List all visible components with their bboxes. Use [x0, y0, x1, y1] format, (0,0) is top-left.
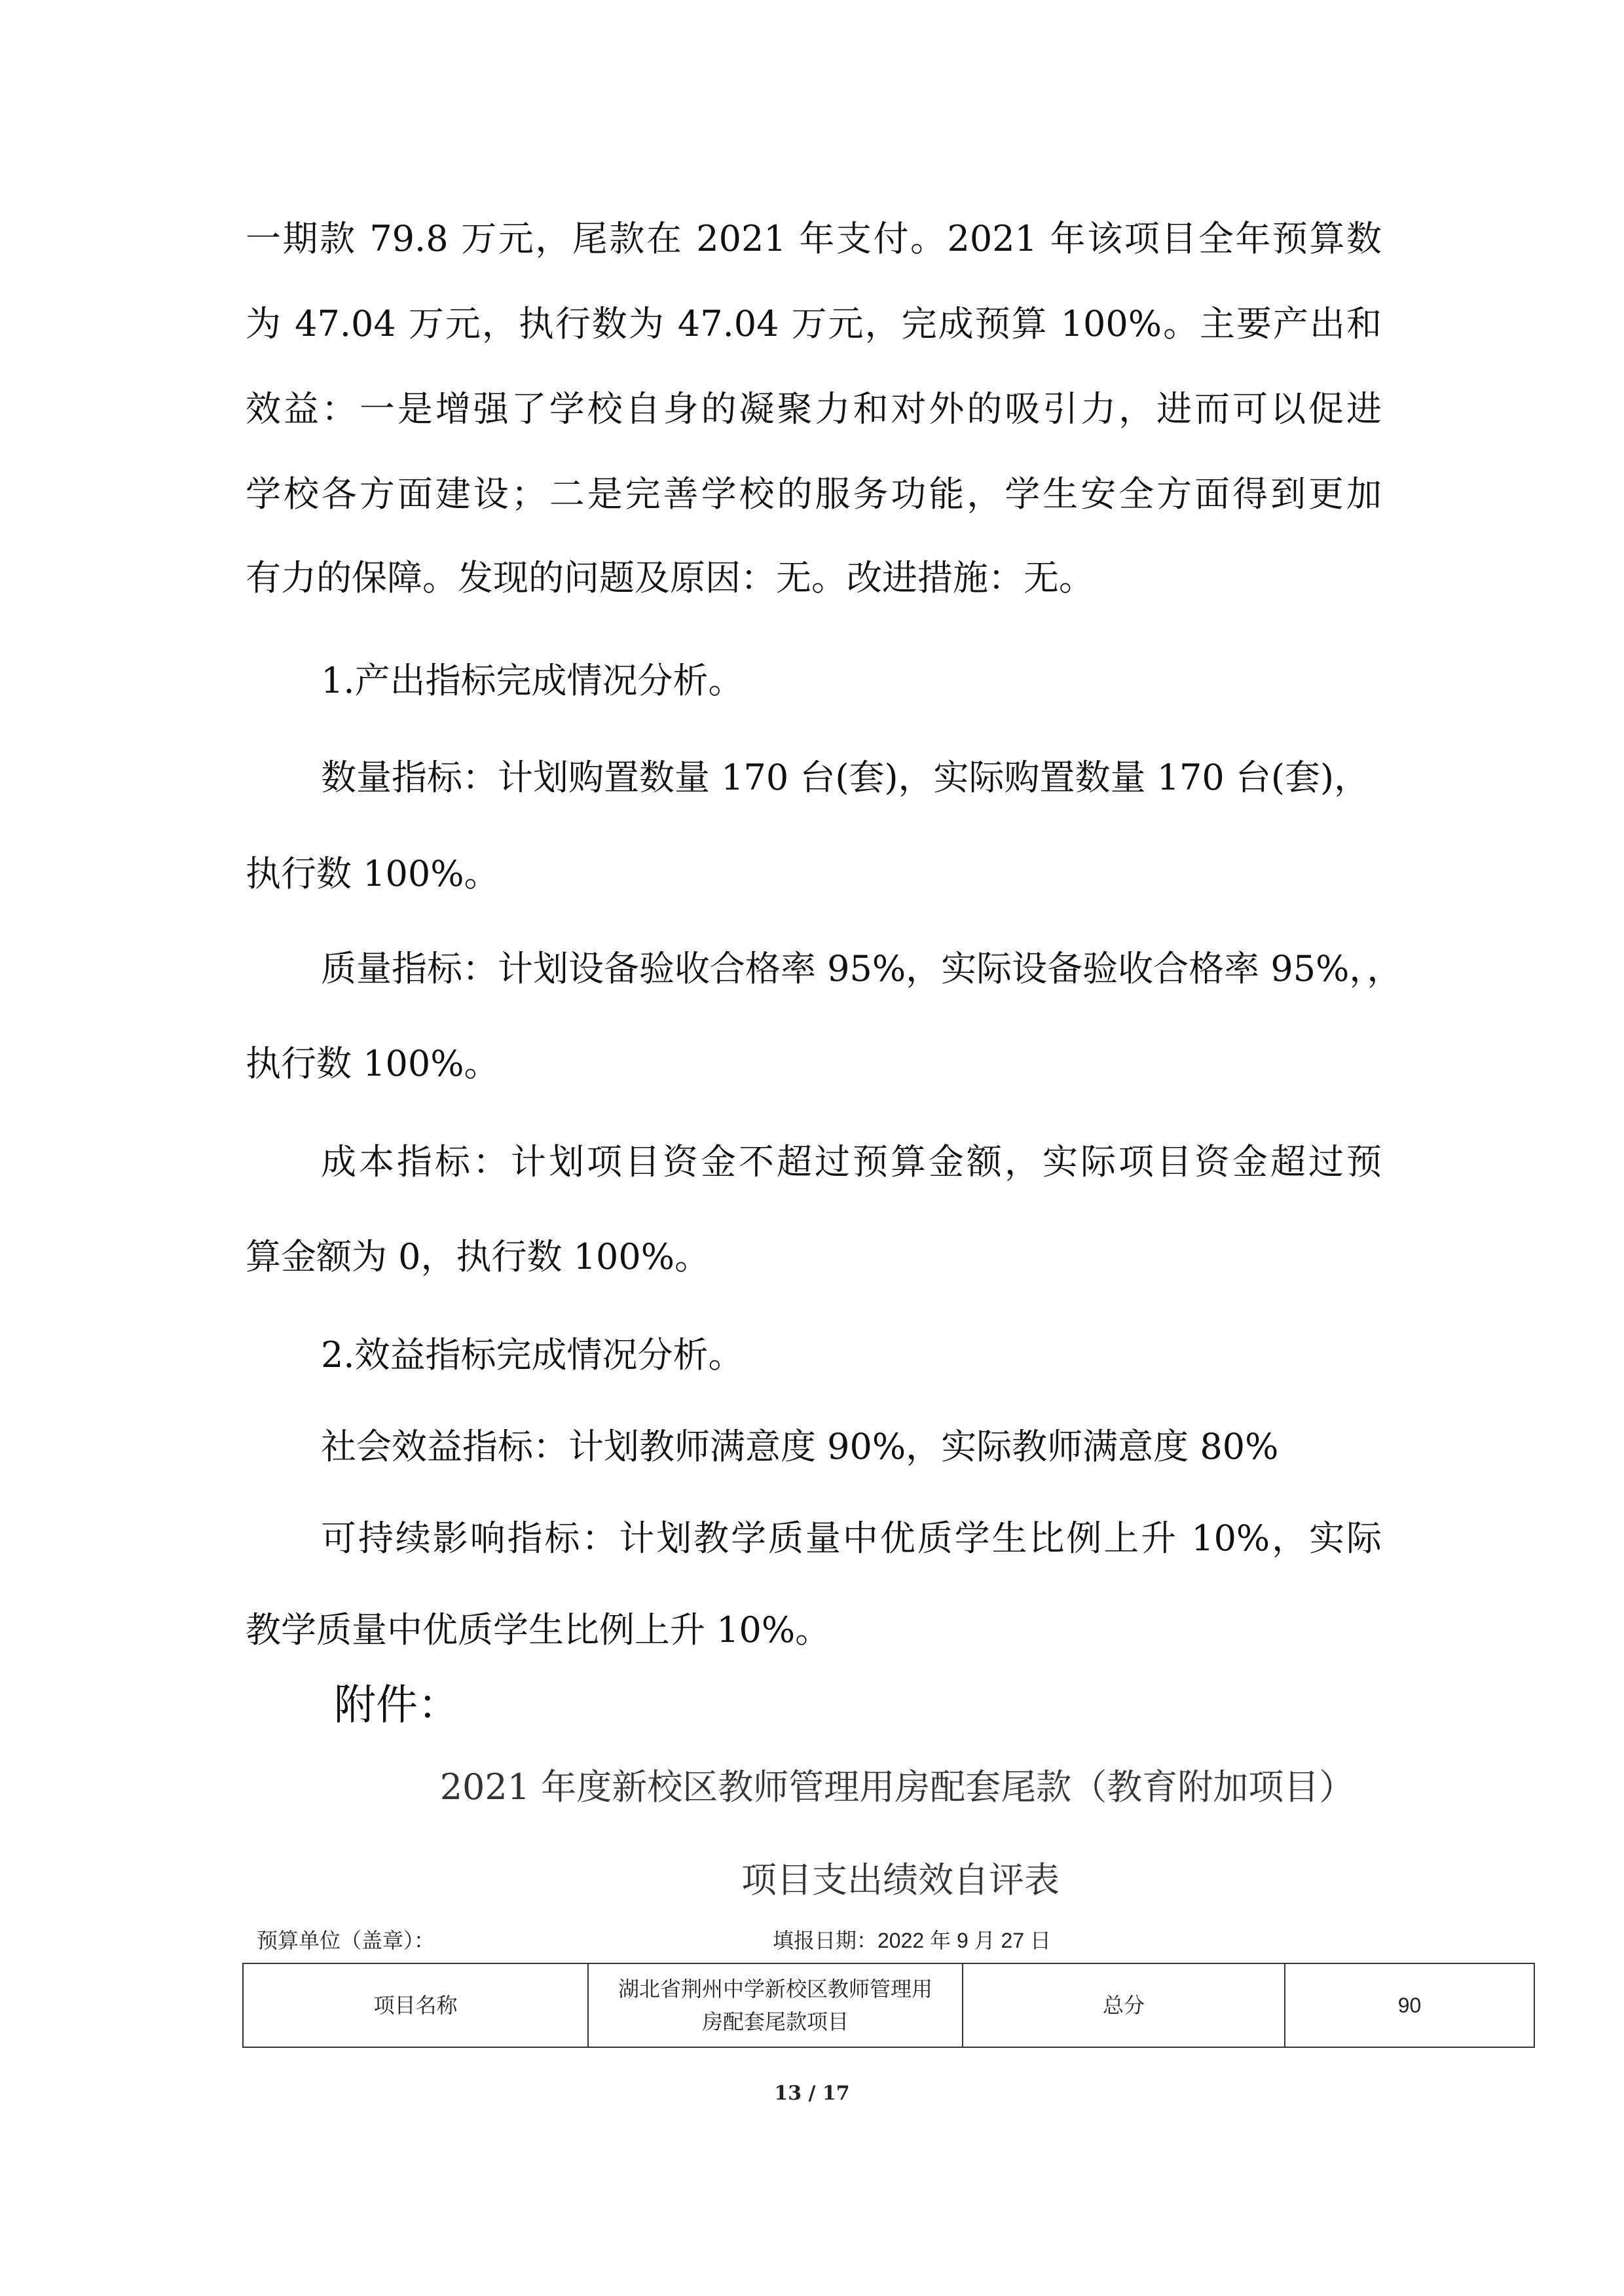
budget-unit-label: 预算单位（盖章）：: [257, 1929, 435, 1952]
project-name-value-line: 湖北省荆州中学新校区教师管理用: [618, 1977, 932, 2001]
sustainability-line: 教学质量中优质学生比例上升 10%。: [246, 1609, 831, 1650]
attachment-title-line1: [0, 1761, 1624, 1813]
sustainability-line: 可持续影响指标：计划教学质量中优质学生比例上升 10%，实际: [321, 1518, 1382, 1559]
total-score-label-cell: 总分: [963, 1963, 1285, 2047]
quality-indicator-line: 质量指标：计划设备验收合格率 95%，实际设备验收合格率 95%，，: [321, 948, 1403, 989]
self-evaluation-table: [242, 1963, 1535, 2048]
paragraph-line: 为 47.04 万元，执行数为 47.04 万元，完成预算 100%。主要产出和: [246, 303, 1382, 344]
paragraph-line: 有力的保障。发现的问题及原因：无。改进措施：无。: [246, 557, 1094, 598]
attachment-title-text: 项目支出绩效自评表: [741, 1859, 1060, 1901]
page-number: 13 / 17: [774, 2082, 850, 2105]
total-score-value-cell: 90: [1285, 1963, 1534, 2047]
section-heading-output: 1.产出指标完成情况分析。: [321, 660, 744, 701]
attachment-title-text: 2021 年度新校区教师管理用房配套尾款（教育附加项目）: [439, 1766, 1355, 1808]
table-row: [243, 1963, 1534, 2047]
cost-indicator-line: 成本指标：计划项目资金不超过预算金额，实际项目资金超过预: [321, 1141, 1382, 1182]
project-name-label-cell: 项目名称: [243, 1963, 588, 2047]
section-heading-benefit: 2.效益指标完成情况分析。: [321, 1334, 744, 1376]
project-name-value-line: 房配套尾款项目: [701, 2010, 849, 2033]
paragraph-line: 一期款 79.8 万元，尾款在 2021 年支付。2021 年该项目全年预算数: [246, 218, 1382, 259]
quality-indicator-line: 执行数 100%。: [246, 1043, 500, 1084]
project-name-value-cell: [588, 1963, 963, 2047]
social-benefit-line: 社会效益指标：计划教师满意度 90%，实际教师满意度 80%: [321, 1426, 1279, 1467]
attachment-label: 附件：: [334, 1681, 460, 1730]
fill-date-label: 填报日期：2022 年 9 月 27 日: [773, 1929, 1052, 1952]
cost-indicator-line: 算金额为 0，执行数 100%。: [246, 1236, 710, 1277]
attachment-title-line2: [0, 1854, 1624, 1906]
quantity-indicator-line: 数量指标：计划购置数量 170 台(套)，实际购置数量 170 台(套)，: [321, 757, 1370, 798]
paragraph-line: 学校各方面建设；二是完善学校的服务功能，学生安全方面得到更加: [246, 473, 1382, 515]
quantity-indicator-line: 执行数 100%。: [246, 853, 500, 894]
paragraph-line: 效益：一是增强了学校自身的凝聚力和对外的吸引力，进而可以促进: [246, 388, 1382, 429]
